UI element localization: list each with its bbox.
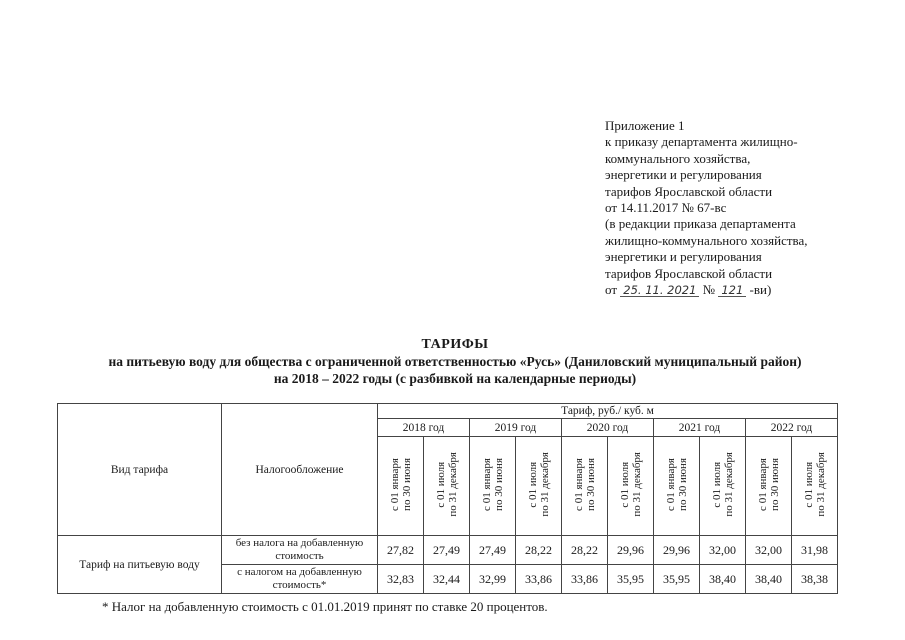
header-period: с 01 января по 30 июня (562, 437, 608, 536)
appendix-line: коммунального хозяйства, (605, 150, 751, 166)
appendix-line: энергетики и регулирования (605, 249, 762, 265)
title-subject: на питьевую воду для общества с ограниченной ответственностью «Русь» (Даниловский муниципальный район) (108, 354, 802, 369)
value-cell: 35,95 (608, 565, 654, 594)
document-title (50, 336, 860, 387)
header-period: с 01 января по 30 июня (378, 437, 424, 536)
value-cell: 32,00 (746, 536, 792, 565)
header-year: 2018 год (378, 419, 470, 437)
value-cell: 31,98 (792, 536, 838, 565)
value-cell: 33,86 (516, 565, 562, 594)
header-period: с 01 января по 30 июня (654, 437, 700, 536)
taxation-cell: без налога на добавленную стоимость (222, 536, 378, 565)
header-period: с 01 июля по 31 декабря (700, 437, 746, 536)
tariff-name: Тариф на питьевую воду (58, 536, 222, 594)
value-cell: 27,49 (470, 536, 516, 565)
value-cell: 32,83 (378, 565, 424, 594)
taxation-cell: с налогом на добавленную стоимость* (222, 565, 378, 594)
header-taxation: Налогообложение (222, 404, 378, 536)
appendix-line: (в редакции приказа департамента (605, 216, 796, 232)
date-prefix: от (605, 282, 618, 298)
value-cell: 32,00 (700, 536, 746, 565)
value-cell: 33,86 (562, 565, 608, 594)
appendix-line: к приказу департамента жилищно- (605, 134, 798, 150)
header-period: с 01 июля по 31 декабря (516, 437, 562, 536)
value-cell: 29,96 (608, 536, 654, 565)
header-year: 2019 год (470, 419, 562, 437)
handwritten-date: 25. 11. 2021 (620, 284, 699, 297)
value-cell: 38,40 (746, 565, 792, 594)
number-suffix: -ви) (749, 282, 772, 298)
value-cell: 32,99 (470, 565, 516, 594)
header-year: 2021 год (654, 419, 746, 437)
value-cell: 27,49 (424, 536, 470, 565)
appendix-line: от 14.11.2017 № 67-вс (605, 200, 727, 216)
header-year: 2022 год (746, 419, 838, 437)
value-cell: 38,40 (700, 565, 746, 594)
appendix-line: тарифов Ярославской области (605, 265, 773, 281)
value-cell: 38,38 (792, 565, 838, 594)
header-period: с 01 января по 30 июня (470, 437, 516, 536)
header-period: с 01 июля по 31 декабря (608, 437, 654, 536)
title-period: на 2018 – 2022 годы (с разбивкой на календарные периоды) (273, 371, 637, 386)
header-year: 2020 год (562, 419, 654, 437)
value-cell: 28,22 (516, 536, 562, 565)
header-period: с 01 июля по 31 декабря (792, 437, 838, 536)
value-cell: 32,44 (424, 565, 470, 594)
appendix-line: тарифов Ярославской области (605, 183, 773, 199)
number-label: № (702, 282, 716, 298)
appendix-last-line (605, 282, 895, 298)
handwritten-number: 121 (718, 284, 746, 297)
appendix-line: энергетики и регулирования (605, 167, 762, 183)
footnote: * Налог на добавленную стоимость с 01.01.2019 принят по ставке 20 процентов. (102, 599, 548, 614)
tariff-table (57, 403, 838, 594)
appendix-header (605, 118, 895, 298)
appendix-line: жилищно-коммунального хозяйства, (605, 232, 808, 248)
header-tariff-kind: Вид тарифа (58, 404, 222, 536)
header-period: с 01 января по 30 июня (746, 437, 792, 536)
value-cell: 28,22 (562, 536, 608, 565)
appendix-line: Приложение 1 (605, 118, 685, 133)
value-cell: 35,95 (654, 565, 700, 594)
header-period: с 01 июля по 31 декабря (424, 437, 470, 536)
value-cell: 29,96 (654, 536, 700, 565)
value-cell: 27,82 (378, 536, 424, 565)
title-main: ТАРИФЫ (421, 337, 489, 352)
table-row (58, 536, 838, 565)
header-tariff-unit: Тариф, руб./ куб. м (378, 404, 838, 419)
